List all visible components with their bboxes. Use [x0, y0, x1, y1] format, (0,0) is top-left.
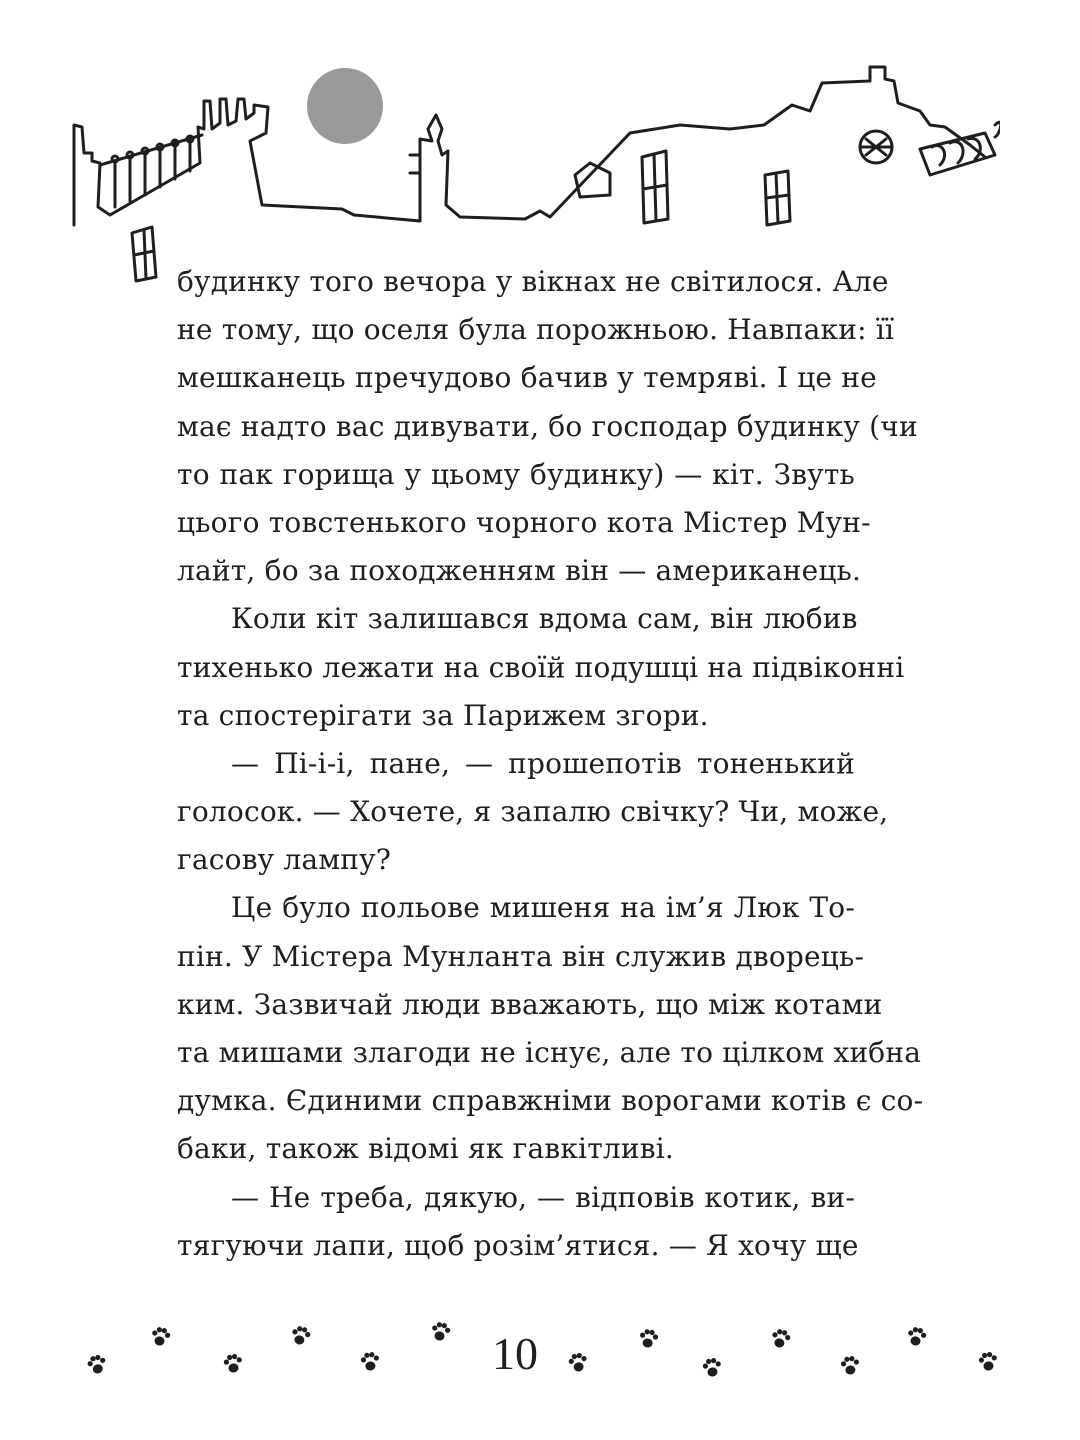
text-line: будинку того вечора у вікнах не світилося. Але — [177, 265, 889, 298]
paw-print-icon — [223, 1353, 244, 1374]
paw-print-icon — [290, 1325, 312, 1346]
page-text — [177, 258, 924, 1270]
text-line: Це було польове мишеня на ім’я Люк То- — [231, 891, 855, 925]
text-line: цього товстенького чорного кота Містер Мун- — [177, 505, 871, 539]
paw-print-icon — [702, 1357, 723, 1378]
text-line: — Пі-і-і, пане, — прошепотів тоненький — [231, 746, 855, 780]
paw-print-icon — [360, 1351, 381, 1371]
window-middle — [642, 151, 668, 223]
page-number: 10 — [492, 1328, 538, 1379]
paw-print-icon — [638, 1328, 659, 1348]
text-line: голосок. — Хочете, я запалю свічку? Чи, може, — [177, 795, 889, 829]
text-line: тягуючи лапи, щоб розім’ятися. — Я хочу ще — [177, 1228, 859, 1262]
moon — [307, 68, 383, 144]
text-line: мешканець пречудово бачив у темряві. І це не — [177, 361, 877, 395]
round-window — [860, 131, 892, 163]
text-line: пін. У Містера Мунланта він служив дворець- — [177, 939, 865, 973]
text-line: ким. Зазвичай люди вважають, що між котами — [177, 987, 883, 1021]
text-line: — Не треба, дякую, — відповів котик, ви- — [231, 1180, 855, 1214]
window-right — [765, 171, 790, 225]
text-line: та спостерігати за Парижем згори. — [177, 698, 709, 732]
text-line: лайт, бо за походженням він — американець. — [177, 554, 862, 588]
paw-print-icon — [86, 1353, 108, 1375]
text-line: має надто вас дивувати, бо господар будинку (чи — [177, 409, 918, 443]
paw-print-icon — [770, 1328, 792, 1349]
text-line: баки, також відомі як гавкітливі. — [177, 1132, 674, 1166]
window-left — [132, 227, 156, 281]
paw-print-icon — [978, 1351, 999, 1372]
text-line: та мишами злагоди не існує, але то цілком хибна — [177, 1036, 922, 1069]
paw-print-icon — [150, 1326, 171, 1347]
paw-print-icon — [840, 1355, 861, 1375]
paw-print-icon — [430, 1321, 451, 1342]
text-line: то пак горища у цьому будинку) — кіт. Звуть — [177, 457, 855, 491]
paw-print-icon — [906, 1326, 927, 1347]
text-line: тихенько лежати на своїй подушці на підвіконні — [177, 650, 905, 684]
text-line: не тому, що оселя була порожньою. Навпаки: її — [177, 313, 895, 347]
text-line: думка. Єдиними справжніми ворогами котів є со- — [177, 1084, 924, 1118]
balcony-railing — [920, 122, 1000, 175]
paw-print-icon — [567, 1352, 589, 1373]
text-line: гасову лампу? — [177, 843, 392, 877]
text-line: Коли кіт залишався вдома сам, він любив — [231, 602, 858, 636]
